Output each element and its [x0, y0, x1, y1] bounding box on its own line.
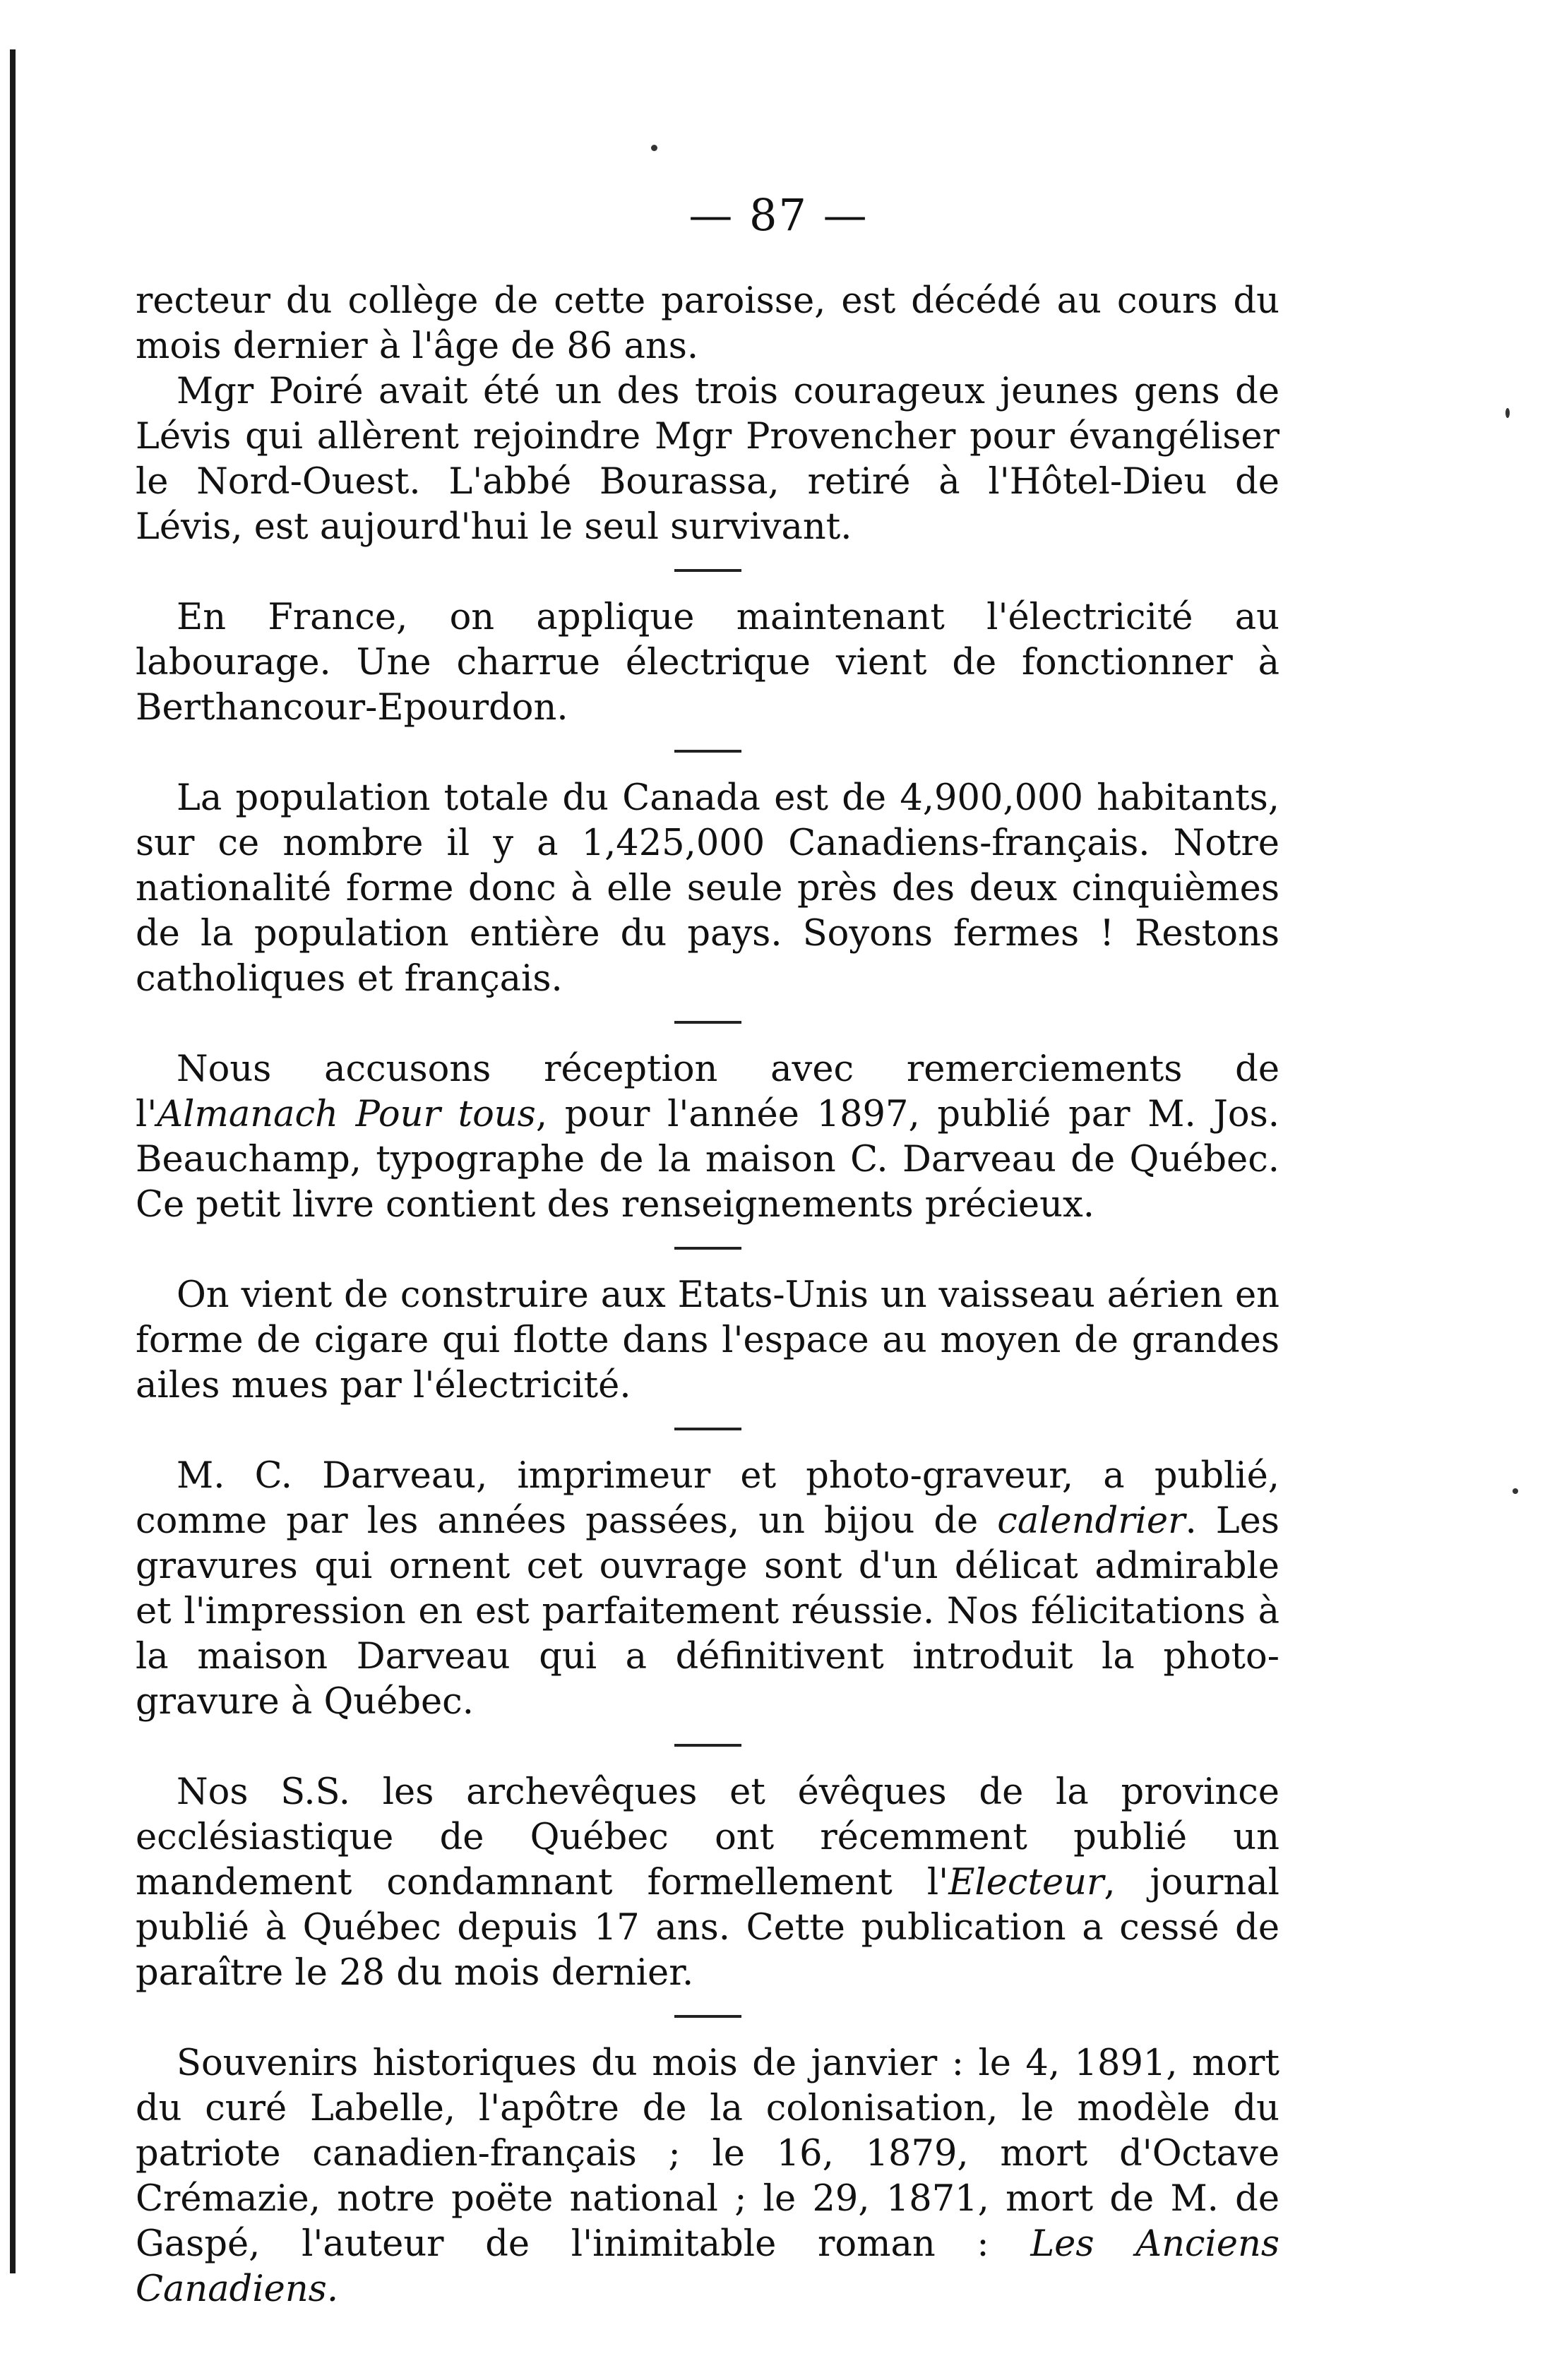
text-run: Nous accusons réception avec remerciements de l' — [136, 1048, 1279, 1135]
section-divider — [674, 569, 741, 572]
text-run: , journal publié à Québec depuis 17 ans. Cette publication a cessé de paraître le 28 du mois dernier. — [136, 1862, 1279, 1994]
text-run: Souvenirs historiques du mois de janvier : le 4, 1891, mort du curé Labelle, l'apôtre de la colonisation, le modèle du patriote canadien-français ; le 16, 1879, mort d'Octave Crémazie, notre poëte national ; le 29, 1871, mort de M. de Gaspé, l'auteur de l'inimitable roman : — [136, 2043, 1279, 2265]
scan-page-edge — [10, 49, 16, 2273]
text-run: La population totale du Canada est de 4,900,000 habitants, sur ce nombre il y a 1,425,000 Canadiens-français. Notre nationalité forme donc à elle seule près des deux cinquièmes de la population entière du pays. Soyons fermes ! Restons catholiques et français. — [136, 777, 1279, 1000]
print-speck — [1513, 1488, 1518, 1494]
paragraph — [136, 2041, 1279, 2312]
paragraph — [136, 776, 1279, 1002]
paragraph — [136, 1454, 1279, 1725]
section-divider — [674, 750, 741, 753]
text-run: . Les gravures qui ornent cet ouvrage sont d'un délicat admirable et l'impression en est parfaitement réussie. Nos félicitations à la maison Darveau qui a définitivent introduit la photo-gravure à Québec. — [136, 1500, 1279, 1723]
italic-title: Les Anciens Canadiens. — [136, 2223, 1279, 2310]
paragraph — [136, 369, 1279, 550]
paragraph — [136, 1770, 1279, 1996]
section-divider — [674, 1247, 741, 1250]
page-number: — 87 — — [688, 189, 869, 241]
italic-title: calendrier — [997, 1500, 1186, 1542]
paragraph — [136, 1273, 1279, 1409]
italic-title: Electeur — [948, 1862, 1104, 1903]
article-body — [136, 279, 1279, 2312]
print-speck — [1505, 408, 1510, 418]
text-run: recteur du collège de cette paroisse, est décédé au cours du mois dernier à l'âge de 86 ans. — [136, 280, 1279, 367]
text-run: Mgr Poiré avait été un des trois courageux jeunes gens de Lévis qui allèrent rejoindre Mgr Provencher pour évangéliser le Nord-Ouest. L'abbé Bourassa, retiré à l'Hôtel-Dieu de Lévis, est aujourd'hui le seul survivant. — [136, 371, 1279, 548]
paragraph — [136, 595, 1279, 731]
section-divider — [674, 1021, 741, 1024]
section-divider — [674, 1428, 741, 1430]
text-run: En France, on applique maintenant l'électricité au labourage. Une charrue électrique vient de fonctionner à Berthancour-Epourdon. — [136, 597, 1279, 729]
print-speck — [651, 145, 657, 151]
text-run: On vient de construire aux Etats-Unis un vaisseau aérien en forme de cigare qui flotte dans l'espace au moyen de grandes ailes mues par l'électricité. — [136, 1274, 1279, 1406]
section-divider — [674, 1744, 741, 1747]
section-divider — [674, 2015, 741, 2018]
italic-title: Almanach Pour tous — [157, 1094, 536, 1135]
text-run: Nos S.S. les archevêques et évêques de la province ecclésiastique de Québec ont récemment publié un mandement condamnant formellement l' — [136, 1771, 1279, 1903]
text-run: , pour l'année 1897, publié par M. Jos. Beauchamp, typographe de la maison C. Darveau de Québec. Ce petit livre contient des renseignements précieux. — [136, 1094, 1279, 1226]
paragraph — [136, 1047, 1279, 1228]
text-run: M. C. Darveau, imprimeur et photo-graveur, a publié, comme par les années passées, un bijou de — [136, 1455, 1279, 1542]
paragraph — [136, 279, 1279, 369]
